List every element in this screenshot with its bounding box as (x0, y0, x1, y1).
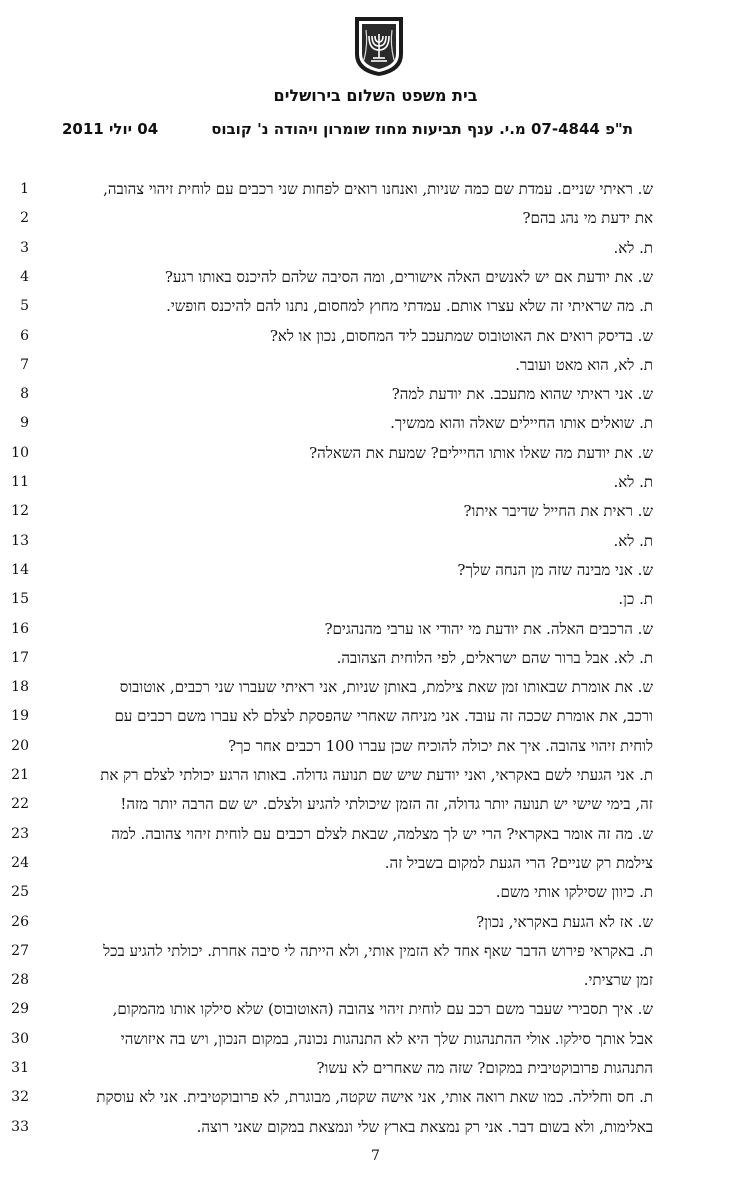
line-text: צילמת רק שניים? הרי הגעת למקום בשביל זה. (384, 853, 653, 872)
transcript-line (0, 237, 751, 259)
transcript-line (0, 207, 751, 229)
transcript-line (0, 412, 751, 434)
line-text: ש. את אומרת שבאותו זמן שאת צילמת, באותן שניות, אני ראיתי שעברו שני רכבים, אוטובוס (119, 678, 653, 697)
line-number: 10 (11, 444, 29, 461)
transcript-line (0, 911, 751, 933)
line-text: ש. ראיתי שניים. עמדת שם כמה שניות, ואנחנו רואים לפחות שני רכבים עם לוחית זיהוי צהובה, (103, 180, 653, 198)
line-number: 17 (11, 649, 29, 666)
line-text: ת. לא. (613, 238, 653, 257)
line-number: 19 (11, 708, 29, 725)
line-text: ש. את יודעת אם יש לאנשים האלה אישורים, ומה הסיבה שלהם להיכנס באותו רגע? (164, 267, 653, 286)
transcript-line (0, 178, 751, 200)
line-number: 21 (11, 767, 29, 783)
line-number: 11 (11, 474, 29, 490)
transcript-line (0, 969, 751, 991)
transcript-line (0, 823, 751, 845)
transcript-line (0, 266, 751, 288)
court-name: בית משפט השלום בירושלים (273, 86, 478, 105)
line-text: ש. ראית את החייל שדיבר איתו? (463, 502, 653, 521)
transcript-line (0, 940, 751, 962)
line-text: ת. שואלים אותו החיילים שאלה והוא ממשיך. (390, 414, 653, 433)
line-text: את ידעת מי נהג בהם? (522, 209, 653, 228)
line-text: ת. לא. אבל ברור שהם ישראלים, לפי הלוחית הצהובה. (336, 648, 653, 667)
line-text: ורכב, את אומרת שככה זה עובד. אני מניחה שאחרי שהפסקת לצלם לא עברו משם רכבים עם (114, 707, 653, 726)
transcript-line (0, 705, 751, 727)
transcript-line (0, 559, 751, 581)
transcript-line (0, 735, 751, 757)
line-number: 28 (11, 972, 29, 989)
line-number: 22 (11, 796, 29, 813)
line-number: 16 (11, 620, 29, 637)
line-number: 33 (11, 1118, 29, 1135)
line-number: 9 (20, 415, 29, 432)
state-emblem-icon (352, 14, 406, 78)
line-number: 3 (20, 239, 29, 256)
line-number: 18 (11, 679, 29, 696)
line-number: 27 (11, 942, 29, 959)
line-text: ת. לא. (613, 473, 653, 491)
line-text: לוחית זיהוי צהובה. איך את יכולה להוכיח שכן עברו 100 רכבים אחר כך? (228, 736, 653, 755)
line-text: ת. אני הגעתי לשם באקראי, ואני יודעת שיש שם תנועה גדולה. באותו הרגע יכולתי לצלם רק את (100, 766, 653, 784)
line-number: 26 (11, 913, 29, 930)
line-number: 32 (11, 1089, 29, 1106)
line-text: ת. מה שראיתי זה שלא עצרו אותם. עמדתי מחוץ למחסום, נתנו להם להיכנס חופשי. (166, 297, 653, 316)
line-text: ת. באקראי פירוש הדבר שאף אחד לא הזמין אותי, ולא הייתה לי סיבה אחרת. יכולתי להגיע בכל (103, 941, 653, 960)
transcript-line (0, 471, 751, 493)
case-number-line: ת"פ 07-4844 מ.י. ענף תביעות מחוז שומרון ויהודה נ' קובוס (211, 120, 633, 138)
line-text: ת. לא, הוא מאט ועובר. (515, 355, 653, 374)
line-number: 29 (11, 1001, 29, 1018)
line-number: 6 (20, 327, 29, 344)
line-text: זמן שרציתי. (583, 971, 653, 990)
transcript-line (0, 442, 751, 464)
transcript-line (0, 500, 751, 522)
transcript-line (0, 354, 751, 376)
line-text: ת. חס וחלילה. כמו שאת רואה אותי, אני אישה שקטה, מבוגרת, לא פרובוקטיבית. אני לא עוסקת (96, 1088, 653, 1107)
line-number: 23 (11, 825, 29, 842)
line-text: ת. כן. (618, 590, 653, 609)
line-text: ש. אני מבינה שזה מן הנחה שלך? (457, 560, 653, 579)
transcript-line (0, 764, 751, 786)
transcript-line (0, 647, 751, 669)
line-number: 5 (20, 298, 29, 315)
transcript-line (0, 1057, 751, 1079)
transcript-line (0, 1116, 751, 1138)
transcript-line (0, 881, 751, 903)
line-text: ש. מה זה אומר באקראי? הרי יש לך מצלמה, שבאת לצלם רכבים עם לוחית זיהוי צהובה. למה (111, 824, 653, 843)
line-number: 20 (11, 737, 29, 754)
line-text: התנהגות פרובוקטיבית במקום? שזה מה שאחרים לא עשו? (316, 1059, 653, 1077)
line-text: ש. איך תסבירי שעבר משם רכב עם לוחית זיהוי צהובה (האוטובוס) שלא סילקו אותו מהמקום, (112, 1000, 653, 1019)
line-text: ת. כיוון שסילקו אותי משם. (495, 883, 653, 902)
transcript-line (0, 618, 751, 640)
line-text: ש. אני ראיתי שהוא מתעכב. את יודעת למה? (391, 385, 653, 404)
transcript-line (0, 852, 751, 874)
transcript-line (0, 676, 751, 698)
transcript-line (0, 1086, 751, 1108)
transcript-line (0, 793, 751, 815)
line-text: אבל אותך סילקו. אולי ההתנהגות שלך היא לא התנהגות נכונה, במקום הנכון, ויש בה איזושהי (120, 1029, 653, 1048)
line-text: באלימות, ולא בשום דבר. אני רק נמצאת בארץ שלי ונמצאת במקום שאני רוצה. (196, 1117, 653, 1136)
line-text: ש. את יודעת מה שאלו אותו החיילים? שמעת את השאלה? (309, 443, 653, 462)
transcript-line (0, 588, 751, 610)
line-number: 1 (20, 181, 29, 197)
transcript-line (0, 383, 751, 405)
line-number: 14 (11, 561, 29, 578)
line-number: 2 (20, 210, 29, 227)
line-number: 25 (11, 884, 29, 901)
transcript-line (0, 325, 751, 347)
hearing-date: 04 יולי 2011 (62, 120, 159, 138)
line-number: 7 (20, 356, 29, 373)
line-number: 8 (20, 386, 29, 403)
transcript-line (0, 295, 751, 317)
transcript-line (0, 998, 751, 1020)
line-number: 15 (11, 591, 29, 608)
line-number: 12 (11, 503, 29, 520)
line-text: זה, בימי שישי יש תנועה יותר גדולה, זה הזמן שיכולתי להגיע ולצלם. יש שם הרבה יותר מזה! (120, 795, 653, 814)
page-number: 7 (371, 1148, 380, 1164)
transcript-line (0, 530, 751, 552)
line-text: ש. הרכבים האלה. את יודעת מי יהודי או ערבי מהנהגים? (324, 619, 653, 638)
line-text: ת. לא. (613, 531, 653, 550)
line-number: 31 (11, 1060, 29, 1076)
line-number: 4 (20, 268, 29, 285)
line-number: 24 (11, 854, 29, 871)
transcript-line (0, 1028, 751, 1050)
line-number: 30 (11, 1030, 29, 1047)
line-text: ש. אז לא הגעת באקראי, נכון? (476, 912, 653, 931)
line-text: ש. בדיסק רואים את האוטובוס שמתעכב ליד המחסום, נכון או לא? (269, 326, 653, 345)
line-number: 13 (11, 532, 29, 549)
